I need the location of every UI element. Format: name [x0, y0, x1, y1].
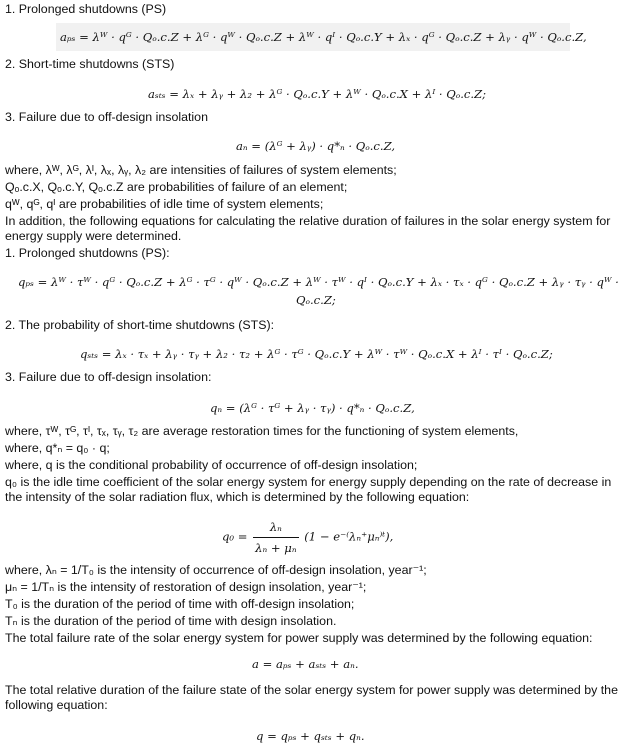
heading-prolonged-shutdowns: 1. Prolonged shutdowns (PS) — [5, 2, 167, 16]
equation-q-n: qₙ = (λᴳ · τᴳ + λᵧ · τᵧ) · q*ₙ · Qₒ.c.Z, — [210, 401, 415, 415]
equation-q0-denominator: λₙ + μₙ — [255, 541, 297, 555]
equation-q-ps-line1: qₚₛ = λᵂ · τᵂ · qᴳ · Qₒ.c.Z + λᴳ · τᴳ · qᵂ · Qₒ.c.Z + λᵂ · τᵂ · qᴵ · Qₒ.c.Y + λₓ · τₓ · qᴳ · Qₒ.c.Z + λᵧ · τᵧ · qᵂ · — [18, 275, 619, 289]
paragraph-total-relative-duration: The total relative duration of the failure state of the solar energy system for power supply was determined by the following equation: — [5, 683, 618, 712]
definition-q-conditional: where, q is the conditional probability of occurrence of off-design insolation; — [5, 458, 418, 472]
heading-sts-probability: 2. The probability of short-time shutdowns (STS): — [5, 318, 275, 332]
equation-a-total: a = aₚₛ + aₛₜₛ + aₙ. — [252, 657, 359, 671]
equation-q-total: q = qₚₛ + qₛₜₛ + qₙ. — [256, 729, 365, 743]
equation-q0-right: (1 − e⁻⁽λₙ⁺μₙ⁾ᵗ), — [304, 529, 394, 544]
definition-q-n-star: where, q*ₙ = q₀ · q; — [5, 441, 110, 455]
paragraph-relative-duration: In addition, the following equations for calculating the relative duration of failures in the solar energy system for energy supply were determined. — [5, 214, 611, 243]
heading-off-design-failure-2: 3. Failure due to off-design insolation: — [5, 370, 212, 384]
equation-a-sts: aₛₜₛ = λₓ + λᵧ + λ₂ + λᴳ · Qₒ.c.Y + λᵂ · Qₒ.c.X + λᴵ · Qₒ.c.Z; — [148, 87, 487, 101]
equation-q-sts: qₛₜₛ = λₓ · τₓ + λᵧ · τᵧ + λ₂ · τ₂ + λᴳ · τᴳ · Qₒ.c.Y + λᵂ · τᵂ · Qₒ.c.X + λᴵ · τᴵ · Qₒ.c.Z; — [80, 347, 553, 361]
definition-tn: Tₙ is the duration of the period of time with design insolation. — [5, 614, 337, 628]
definition-lambda: where, λᵂ, λᴳ, λᴵ, λₓ, λᵧ, λ₂ are intensities of failures of system elements; — [5, 163, 397, 177]
paragraph-idle-coefficient: q₀ is the idle time coefficient of the solar energy system for energy supply depending on the rate of decrease in the intensity of the solar radiation flux, which is determined by the following equation: — [5, 475, 612, 504]
definition-t0: T₀ is the duration of the period of time with off-design insolation; — [5, 597, 355, 611]
definition-tau: where, τᵂ, τᴳ, τᴵ, τₓ, τᵧ, τ₂ are average restoration times for the functioning of system elements, — [5, 424, 519, 438]
definition-q-idle: qᵂ, qᴳ, qᴵ are probabilities of idle time of system elements; — [5, 197, 324, 211]
definition-lambda-n: where, λₙ = 1/T₀ is the intensity of occurrence of off-design insolation, year⁻¹; — [5, 563, 427, 577]
equation-q0-fraction — [253, 518, 298, 557]
heading-off-design-failure: 3. Failure due to off-design insolation — [5, 110, 208, 124]
equation-a-n: aₙ = (λᴳ + λᵧ) · q*ₙ · Qₒ.c.Z, — [236, 139, 396, 153]
equation-q0-numerator: λₙ — [253, 518, 298, 538]
paragraph-total-failure-rate: The total failure rate of the solar energy system for power supply was determined by the following equation: — [5, 631, 593, 645]
equation-q0 — [222, 518, 393, 557]
equation-q-ps-line2: Qₒ.c.Z; — [296, 293, 336, 307]
definition-mu-n: μₙ = 1/Tₙ is the intensity of restoration of design insolation, year⁻¹; — [5, 580, 367, 594]
equation-a-ps: aₚₛ = λᵂ · qᴳ · Qₒ.c.Z + λᴳ · qᵂ · Qₒ.c.Z + λᵂ · qᴵ · Qₒ.c.Y + λₓ · qᴳ · Qₒ.c.Z + λᵧ · qᵂ · Qₒ.c.Z, — [56, 23, 570, 51]
equation-q0-left: q₀ = — [222, 529, 248, 544]
heading-short-time-shutdowns: 2. Short-time shutdowns (STS) — [5, 57, 175, 71]
heading-prolonged-shutdowns-2: 1. Prolonged shutdowns (PS): — [5, 246, 170, 260]
definition-q-oc: Qₒ.c.X, Qₒ.c.Y, Qₒ.c.Z are probabilities of failure of an element; — [5, 180, 348, 194]
